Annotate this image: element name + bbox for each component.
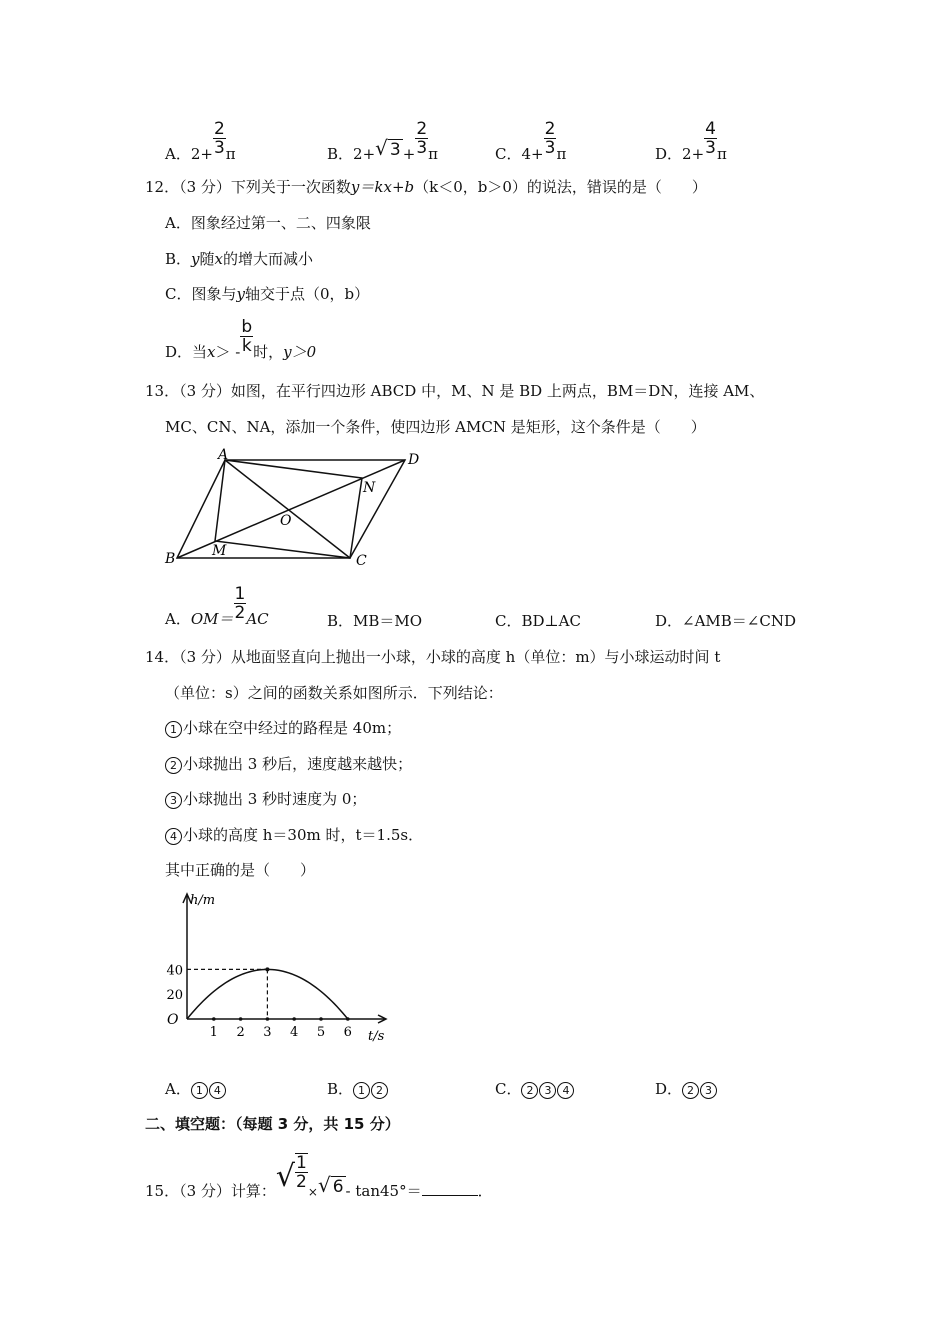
q14-item-3: 3 小球抛出 3 秒时速度为 0； — [165, 789, 366, 809]
q13-stem-line2: MC、CN、NA，添加一个条件，使四边形 AMCN 是矩形，这个条件是（ ） — [165, 418, 706, 436]
x-tick-dot — [319, 1017, 323, 1021]
q13-option-c: C．BD⊥AC — [495, 612, 581, 630]
q12-option-a: A．图象经过第一、二、四象限 — [165, 214, 371, 232]
x-tick-dot — [239, 1017, 243, 1021]
q13-option-d: D．∠AMB＝∠CND — [655, 612, 797, 630]
q14-option-c: C． 2 3 4 — [495, 1079, 575, 1099]
x-tick-label: 2 — [236, 1025, 245, 1040]
vertex-point — [265, 967, 269, 971]
label-n: N — [363, 480, 376, 496]
q14-stem-line1: 14．（3 分）从地面竖直向上抛出一小球，小球的高度 h（单位：m）与小球运动时间 t — [145, 648, 721, 666]
q13-stem-line1: 13．（3 分）如图，在平行四边形 ABCD 中，M、N 是 BD 上两点，BM＝DN，连接 AM、 — [145, 382, 765, 400]
q13-option-a: A．OM＝ $\frac{1}{2}$ AC — [165, 584, 269, 628]
q14-option-d: D． 2 3 — [655, 1079, 718, 1099]
q14-item-4: 4 小球的高度 h＝30m 时，t＝1.5s． — [165, 825, 423, 845]
q14-closing: 其中正确的是（ ） — [165, 861, 316, 879]
q13-option-b: B．MB＝MO — [327, 612, 423, 630]
answer-blank[interactable] — [422, 1181, 478, 1196]
label-c: C — [356, 553, 367, 569]
x-tick-label: 5 — [316, 1025, 326, 1040]
label-d: D — [408, 452, 420, 468]
q14-option-a: A． 1 4 — [165, 1079, 227, 1099]
q14-option-b: B． 1 2 — [327, 1079, 389, 1099]
height-time-chart — [160, 888, 400, 1048]
q11-option-b: B．2+√ 3 + $\frac{2}{3}$ π — [327, 119, 438, 163]
label-o: O — [280, 513, 292, 529]
fraction: $\frac{2}{3}$ — [213, 119, 225, 158]
q11-option-a: A．2+ $\frac{2}{3}$ π — [165, 119, 236, 163]
q12-option-d: D．当x＞ - $\frac{b}{k}$ 时，y＞0 — [165, 317, 317, 361]
q11-option-c: C．4+ $\frac{2}{3}$ π — [495, 119, 567, 163]
section-2-title: 二、填空题：（每题 3 分，共 15 分） — [145, 1115, 400, 1133]
label-a: A — [218, 447, 229, 463]
q15-stem: 15．（3 分）计算：√ $\frac{1}{2}$ $_\times$√ 6 - tan45°＝ ． — [145, 1153, 493, 1200]
x-tick-label: 6 — [343, 1025, 352, 1040]
origin-label: O — [167, 1012, 179, 1028]
y-tick-label: 40 — [166, 963, 183, 979]
q12-option-b: B．y随x的增大而减小 — [165, 250, 314, 268]
label-m: M — [212, 543, 227, 559]
y-axis-label: h/m — [190, 893, 216, 908]
x-axis-label: t/s — [368, 1029, 385, 1044]
q12-stem: 12．（3 分）下列关于一次函数y＝kx+b（k＜0，b＞0）的说法，错误的是（ ） — [145, 178, 707, 196]
label-b: B — [165, 551, 176, 567]
q14-item-1: 1 小球在空中经过的路程是 40m； — [165, 718, 401, 738]
parallelogram-figure — [160, 445, 430, 575]
q14-item-2: 2 小球抛出 3 秒后，速度越来越快； — [165, 754, 412, 774]
q11-option-d: D．2+ $\frac{4}{3}$ π — [655, 119, 727, 163]
x-tick-label: 4 — [290, 1025, 299, 1040]
q12-option-c: C．图象与y轴交于点（0，b） — [165, 285, 370, 303]
x-tick-label: 3 — [263, 1025, 272, 1040]
x-tick-dot — [292, 1017, 296, 1021]
x-tick-dot — [212, 1017, 216, 1021]
y-tick-label: 20 — [166, 988, 183, 1004]
x-tick-label: 1 — [209, 1025, 218, 1040]
q14-stem-line2: （单位：s）之间的函数关系如图所示．下列结论： — [165, 684, 503, 702]
